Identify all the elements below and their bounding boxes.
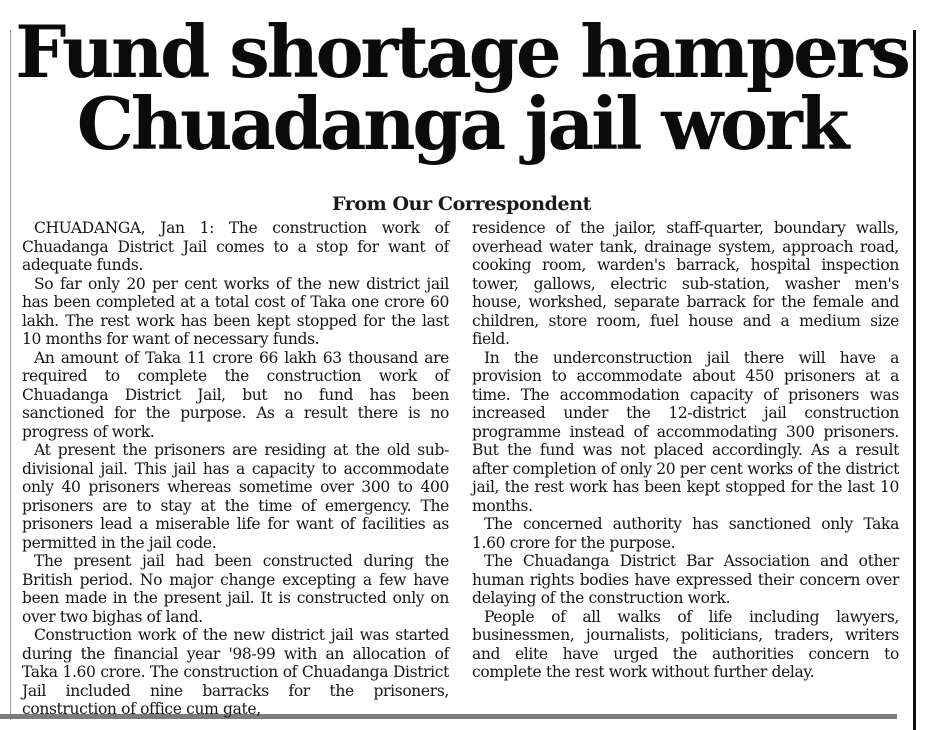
paragraph: At present the prisoners are residing at the old sub-divisional jail. This jail has a capacity to accommodate only 40 prisoners whereas sometime over 300 to 400 prisoners are to stay at the time of emergency. The prisoners lead a miserable life for want of facilities as permitted in the jail code. <box>22 441 449 552</box>
byline: From Our Correspondent <box>331 193 592 215</box>
paragraph: An amount of Taka 11 crore 66 lakh 63 thousand are required to complete the construction work of Chuadanga District Jail, but no fund has been sanctioned for the purpose. As a result there is no progress of work. <box>22 348 449 441</box>
paragraph: The concerned authority has sanctioned only Taka 1.60 crore for the purpose. <box>472 515 899 552</box>
headline <box>14 9 909 166</box>
headline-line-2: Chuadanga jail work <box>76 81 847 166</box>
paragraph: The Chuadanga District Bar Association and other human rights bodies have expressed their concern over delaying of the construction work. <box>472 552 899 607</box>
paragraph: So far only 20 per cent works of the new district jail has been completed at a total cost of Taka one crore 60 lakh. The rest work has been kept stopped for the last 10 months for want of necessary funds. <box>22 274 449 348</box>
article-column-right <box>472 219 899 682</box>
paragraph: The present jail had been constructed during the British period. No major change excepting a few have been made in the present jail. It is constructed only on over two bighas of land. <box>22 552 449 626</box>
paragraph: People of all walks of life including lawyers, businessmen, journalists, politicians, traders, writers and elite have urged the authorities concern to complete the rest work without further delay. <box>472 607 899 681</box>
paragraph-continued: residence of the jailor, staff-quarter, boundary walls, overhead water tank, drainage system, approach road, cooking room, warden's barrack, hospital inspection tower, gallows, electric sub-station, washer men's house, workshed, separate barrack for the female and children, store room, fuel house and a medium size field. <box>472 219 899 348</box>
paragraph: In the underconstruction jail there will have a provision to accommodate about 450 prisoners at a time. The accommodation capacity of prisoners was increased under the 12-district jail construction programme instead of accommodating 300 prisoners. But the fund was not placed accordingly. As a result after completion of only 20 per cent works of the district jail, the rest work has been kept stopped for the last 10 months. <box>472 348 899 515</box>
paragraph: Construction work of the new district jail was started during the financial year '98-99 with an allocation of Taka 1.60 crore. The construction of Chuadanga District Jail included nine barracks for the prisoners, construction of office cum gate, <box>22 626 449 718</box>
paragraph: CHUADANGA, Jan 1: The construction work of Chuadanga District Jail comes to a stop for want of adequate funds. <box>22 219 449 274</box>
headline-line-1: Fund shortage hampers <box>15 9 908 94</box>
right-column-rule <box>913 30 916 730</box>
left-column-rule <box>10 30 11 720</box>
article-column-left <box>22 219 449 719</box>
